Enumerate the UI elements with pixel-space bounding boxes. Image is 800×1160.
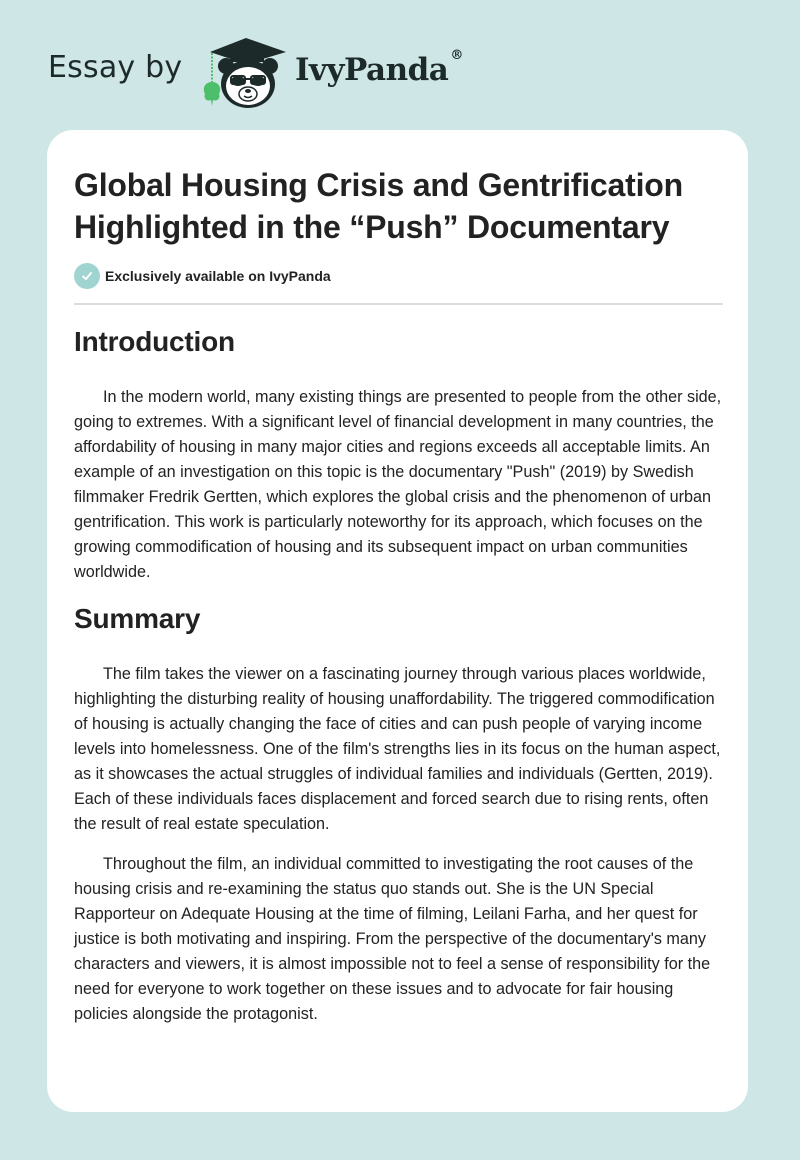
brand-name-text: IvyPanda <box>295 52 449 88</box>
section-heading-summary: Summary <box>74 603 201 634</box>
exclusive-badge-label: Exclusively available on IvyPanda <box>105 268 331 284</box>
essay-card <box>47 130 748 1112</box>
page-title: Global Housing Crisis and Gentrification Highlighted in the “Push” Documentary <box>74 167 683 245</box>
section-heading-introduction: Introduction <box>74 326 235 357</box>
panda-graduate-icon[interactable] <box>200 36 292 110</box>
title-divider <box>74 303 723 305</box>
summary-paragraph-1: The film takes the viewer on a fascinating journey through various places worldwide, highlighting the disturbing reality of housing unaffordability. The triggered commodification of housing is actually changing the face of cities and can push people of varying income levels into homelessness. One of the film's strengths lies in its focus on the human aspect, as it showcases the actual struggles of individual families and individuals (Gertten, 2019). Each of these individuals faces displacement and forced search due to rising rents, often the result of real estate speculation. <box>74 665 721 833</box>
introduction-paragraph: In the modern world, many existing things are presented to people from the other side, going to extremes. With a significant level of financial development in many countries, the affordability of housing in many major cities and regions exceeds all acceptable limits. An example of an investigation on this topic is the documentary "Push" (2019) by Swedish filmmaker Fredrik Gertten, which explores the global crisis and the phenomenon of urban gentrification. This work is particularly noteworthy for its approach, which focuses on the growing commodification of housing and its subsequent impact on urban communities worldwide. <box>74 388 722 581</box>
brand-name[interactable] <box>295 47 463 88</box>
exclusive-badge <box>74 263 331 289</box>
essay-by-label: Essay by <box>48 50 183 85</box>
site-header <box>0 0 800 130</box>
check-circle-icon <box>74 263 100 289</box>
registered-mark: ® <box>450 47 463 63</box>
summary-paragraph-2: Throughout the film, an individual committed to investigating the root causes of the housing crisis and re-examining the status quo stands out. She is the UN Special Rapporteur on Adequate Housing at the time of filming, Leilani Farha, and her quest for justice is both motivating and inspiring. From the perspective of the documentary's many characters and viewers, it is almost impossible not to feel a sense of responsibility for the need for everyone to work together on these issues and to advocate for fair housing policies alongside the protagonist. <box>74 855 711 1023</box>
